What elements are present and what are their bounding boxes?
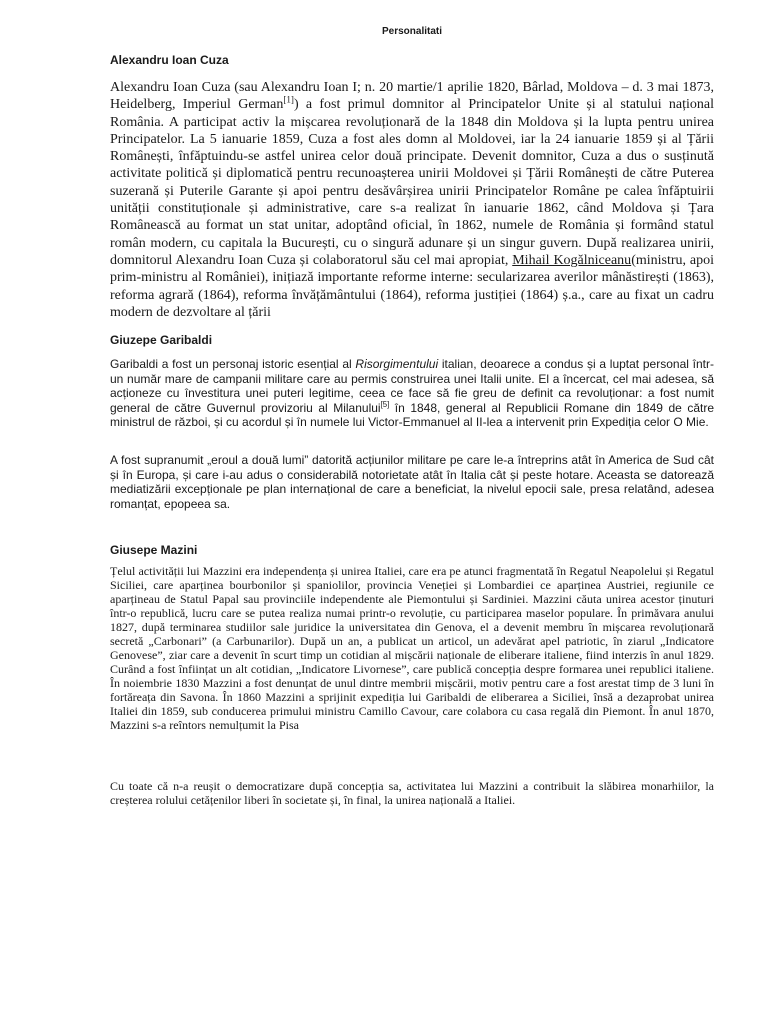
mazini-paragraph-1: Țelul activității lui Mazzini era independența și unirea Italiei, care era pe atunci fragmentată în Regatul Neapolelui și Regatul Siciliei, care aparținea bourbonilor și spaniolilor, provincia Veneției și Lombardiei ce aparținea Austriei, regiunile ce aparțineau de Statul Papal sau provinciile independente ale Piemontului și Sardiniei. Mazzini căuta unirea acestor ținuturi într-o republică, lucru care se putea realiza numai printr-o revoluție, cu participarea maselor populare. În primăvara anului 1827, după terminarea studiilor sale juridice la universitatea din Genova, el a devenit membru în mișcarea revoluționară secretă „Carbonari” (a Carbunarilor). După un an, a publicat un articol, un adevărat apel patriotic, în ziarul „Indicatore Genovese”, ziar care a devenit în scurt timp un cotidian al mișcării naționale de eliberare italiene, fiind interzis în anul 1829. Curând a fost înființat un alt cotidian, „Indicatore Livornese”, care publică concepția despre formarea unei republici italiene. În noiembrie 1830 Mazzini a fost denunțat de unul dintre membrii mișcării, motiv pentru care a fost arestat timp de 3 luni în fortăreața din Savona. În 1860 Mazzini a sprijinit expediția lui Garibaldi de eliberarea a Siciliei, însă a dezaprobat unirea Italiei din 1859, sub conducerea primului ministru Camillo Cavour, care colabora cu casa regală din Piemont. În anul 1870, Mazzini s-a reîntors nemulțumit la Pisa <box>110 564 714 732</box>
section-heading-garibaldi: Giuzepe Garibaldi <box>110 333 213 347</box>
document-title: Personalitati <box>381 26 443 37</box>
section-heading-cuza: Alexandru Ioan Cuza <box>110 53 229 67</box>
mazini-paragraph-2: Cu toate că n-a reușit o democratizare după concepția sa, activitatea lui Mazzini a contribuit la slăbirea monarhiilor, la creșterea rolului cetățenilor liberi în societate și, în final, la unirea națională a Italiei. <box>110 779 714 807</box>
cuza-paragraph: Alexandru Ioan Cuza (sau Alexandru Ioan I; n. 20 martie/1 aprilie 1820, Bârlad, Moldova – d. 3 mai 1873, Heidelberg, Imperiul German[1]) a fost primul domnitor al Principatelor Unite și al statului național România. A participat activ la mișcarea revoluționară de la 1848 din Moldova și la lupta pentru unirea Principatelor. La 5 ianuarie 1859, Cuza a fost ales domn al Moldovei, iar la 24 ianuarie 1859 și al Țării Românești, înfăptuindu-se astfel unirea celor două principate. Devenit domnitor, Cuza a dus o susținută activitate politică și diplomatică pentru recunoașterea unirii Moldovei și Țării Românești de către Puterea suzerană și Puterile Garante și apoi pentru desăvârșirea unirii Principatelor Române pe calea înfăptuirii unității constituționale și administrative, care s-a realizat în ianuarie 1862, când Moldova și Țara Românească au format un stat unitar, adoptând oficial, în 1862, numele de România și formând statul român modern, cu capitala la București, cu o singură adunare și un singur guvern. După realizarea unirii, domnitorul Alexandru Ioan Cuza și colaboratorul său cel mai apropiat, Mihail Kogălniceanu(ministru, apoi prim-ministru al României), inițiază importante reforme interne: secularizarea averilor mânăstirești (1863), reforma agrară (1864), reforma învățământului (1864), reforma justiției (1864) ș.a., care au fixat un cadru modern de dezvoltare al țării <box>110 80 714 320</box>
link-kogalniceanu[interactable]: Mihail Kogălniceanu <box>512 252 632 268</box>
garibaldi-paragraph-1: Garibaldi a fost un personaj istoric esențial al Risorgimentului italian, deoarece a condus și a luptat personal într-un număr mare de campanii militare care au permis construirea unei Italii unite. El a încercat, cel mai adesea, să acționeze cu învestitura unei puteri legitime, ceea ce face să fie greu de definit ca revoluționar: a fost numit general de către Guvernul provizoriu al Milanului[5] în 1848, general al Republicii Romane din 1849 de către ministrul de război, și cu acordul și în numele lui Victor-Emmanuel al II-lea a intervenit prin Expediția celor O Mie. <box>110 357 714 429</box>
footnote-ref[interactable]: [1] <box>283 94 294 105</box>
footnote-ref[interactable]: [5] <box>380 399 390 409</box>
garibaldi-paragraph-2: A fost supranumit „eroul a două lumi” datorită acțiunilor militare pe care le-a întreprins atât în America de Sud cât și în Europa, și care i-au adus o considerabilă notorietate atât în Italia cât și peste hotare. Aceasta se datorează mediatizării excepționale pe plan internațional de care a beneficiat, la nivelul epocii sale, presa relatând, adesea romanțat, epopeea sa. <box>110 453 714 511</box>
section-heading-mazini: Giusepe Mazini <box>110 543 198 557</box>
